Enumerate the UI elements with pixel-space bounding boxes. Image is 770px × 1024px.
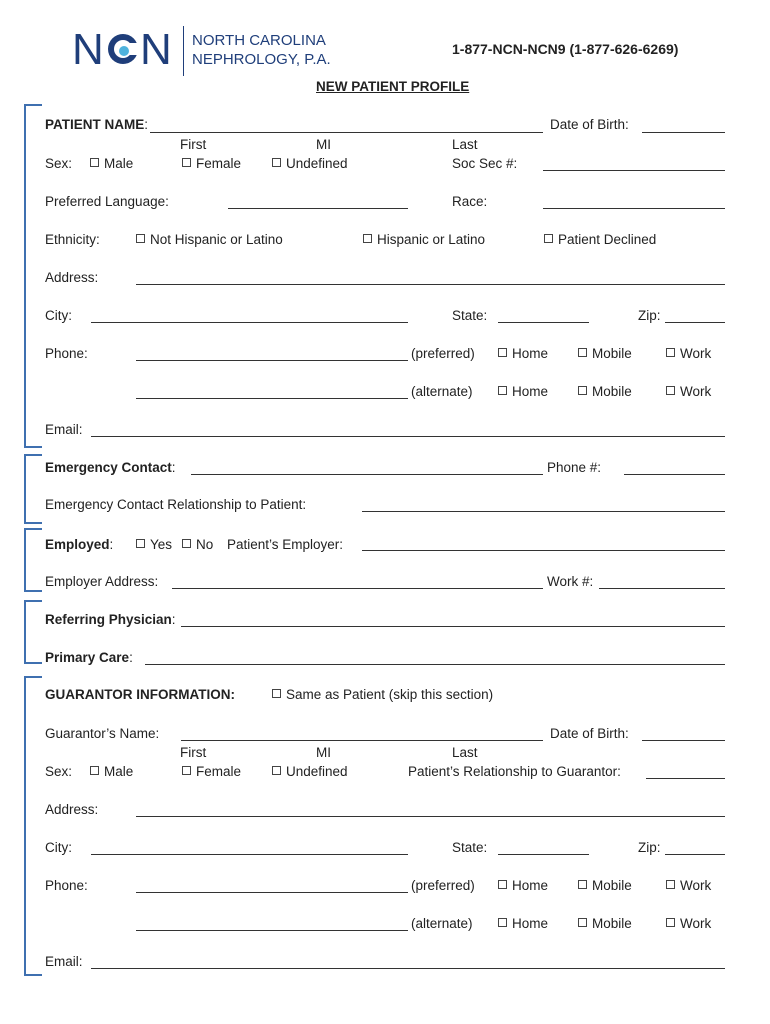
email-label: Email: bbox=[45, 422, 83, 437]
guarantor-preferred-work-checkbox[interactable]: Work bbox=[666, 878, 711, 893]
ethnicity-hispanic-checkbox[interactable]: Hispanic or Latino bbox=[363, 232, 485, 247]
phone-label: Phone: bbox=[45, 346, 88, 361]
guarantor-zip-label: Zip: bbox=[638, 840, 661, 855]
preferred-mobile-checkbox[interactable]: Mobile bbox=[578, 346, 632, 361]
sex-female-checkbox[interactable]: Female bbox=[182, 156, 241, 171]
primary-care-label: Primary Care: bbox=[45, 650, 133, 665]
employed-label: Employed: bbox=[45, 537, 114, 552]
guarantor-phone-label: Phone: bbox=[45, 878, 88, 893]
patient-name-field[interactable] bbox=[150, 132, 543, 133]
employed-no-checkbox[interactable]: No bbox=[182, 537, 213, 552]
logo-divider bbox=[183, 26, 184, 76]
guarantor-dob-field[interactable] bbox=[642, 740, 725, 741]
guarantor-preferred-mobile-checkbox[interactable]: Mobile bbox=[578, 878, 632, 893]
dob-field[interactable] bbox=[642, 132, 725, 133]
section-bracket-physicians bbox=[24, 600, 42, 664]
org-name-line2: NEPHROLOGY, P.A. bbox=[192, 51, 331, 68]
phone-alternate-field[interactable] bbox=[136, 398, 408, 399]
soc-sec-field[interactable] bbox=[543, 170, 725, 171]
phone-preferred-field[interactable] bbox=[136, 360, 408, 361]
referring-physician-label: Referring Physician: bbox=[45, 612, 176, 627]
preferred-work-checkbox[interactable]: Work bbox=[666, 346, 711, 361]
employed-yes-checkbox[interactable]: Yes bbox=[136, 537, 172, 552]
same-as-patient-checkbox[interactable]: Same as Patient (skip this section) bbox=[272, 687, 493, 702]
emergency-phone-label: Phone #: bbox=[547, 460, 602, 475]
alternate-work-checkbox[interactable]: Work bbox=[666, 384, 711, 399]
section-bracket-employment bbox=[24, 528, 42, 592]
svg-text:N: N bbox=[72, 28, 103, 70]
address-label: Address: bbox=[45, 270, 99, 285]
emergency-contact-label: Emergency Contact: bbox=[45, 460, 176, 475]
city-field[interactable] bbox=[91, 322, 408, 323]
guarantor-zip-field[interactable] bbox=[665, 854, 725, 855]
soc-sec-label: Soc Sec #: bbox=[452, 156, 518, 171]
alternate-home-checkbox[interactable]: Home bbox=[498, 384, 548, 399]
guarantor-alternate-work-checkbox[interactable]: Work bbox=[666, 916, 711, 931]
guarantor-address-field[interactable] bbox=[136, 816, 725, 817]
preferred-language-label: Preferred Language: bbox=[45, 194, 169, 209]
preferred-caption: (preferred) bbox=[411, 346, 475, 361]
section-bracket-emergency bbox=[24, 454, 42, 524]
org-name-line1: NORTH CAROLINA bbox=[192, 32, 326, 49]
work-number-field[interactable] bbox=[599, 588, 725, 589]
alternate-caption: (alternate) bbox=[411, 384, 473, 399]
ethnicity-not-hispanic-checkbox[interactable]: Not Hispanic or Latino bbox=[136, 232, 283, 247]
emergency-phone-field[interactable] bbox=[624, 474, 725, 475]
guarantor-email-label: Email: bbox=[45, 954, 83, 969]
form-title: NEW PATIENT PROFILE bbox=[316, 79, 470, 94]
guarantor-alternate-home-checkbox[interactable]: Home bbox=[498, 916, 548, 931]
header-phone: 1-877-NCN-NCN9 (1-877-626-6269) bbox=[452, 41, 679, 57]
svg-text:N: N bbox=[140, 28, 172, 70]
preferred-home-checkbox[interactable]: Home bbox=[498, 346, 548, 361]
dob-label: Date of Birth: bbox=[550, 117, 629, 132]
guarantor-preferred-caption: (preferred) bbox=[411, 878, 475, 893]
patients-employer-field[interactable] bbox=[362, 550, 725, 551]
relationship-guarantor-label: Patient’s Relationship to Guarantor: bbox=[408, 764, 621, 779]
guarantor-state-field[interactable] bbox=[498, 854, 589, 855]
alternate-mobile-checkbox[interactable]: Mobile bbox=[578, 384, 632, 399]
city-label: City: bbox=[45, 308, 72, 323]
referring-physician-field[interactable] bbox=[181, 626, 725, 627]
race-field[interactable] bbox=[543, 208, 725, 209]
guarantor-last-caption: Last bbox=[452, 745, 478, 760]
section-bracket-guarantor bbox=[24, 676, 42, 976]
guarantor-dob-label: Date of Birth: bbox=[550, 726, 629, 741]
guarantor-sex-female-checkbox[interactable]: Female bbox=[182, 764, 241, 779]
last-caption: Last bbox=[452, 137, 478, 152]
guarantor-preferred-home-checkbox[interactable]: Home bbox=[498, 878, 548, 893]
guarantor-name-label: Guarantor’s Name: bbox=[45, 726, 160, 741]
relationship-guarantor-field[interactable] bbox=[646, 778, 725, 779]
section-bracket-patient bbox=[24, 104, 42, 448]
guarantor-name-field[interactable] bbox=[181, 740, 543, 741]
email-field[interactable] bbox=[91, 436, 725, 437]
emergency-relationship-field[interactable] bbox=[362, 511, 725, 512]
emergency-relationship-label: Emergency Contact Relationship to Patient: bbox=[45, 497, 307, 512]
state-field[interactable] bbox=[498, 322, 589, 323]
guarantor-city-field[interactable] bbox=[91, 854, 408, 855]
primary-care-field[interactable] bbox=[145, 664, 725, 665]
zip-label: Zip: bbox=[638, 308, 661, 323]
emergency-contact-field[interactable] bbox=[191, 474, 543, 475]
sex-label: Sex: bbox=[45, 156, 73, 171]
mi-caption: MI bbox=[316, 137, 331, 152]
guarantor-info-heading: GUARANTOR INFORMATION: bbox=[45, 687, 235, 702]
state-label: State: bbox=[452, 308, 488, 323]
guarantor-phone-alternate-field[interactable] bbox=[136, 930, 408, 931]
sex-male-checkbox[interactable]: Male bbox=[90, 156, 133, 171]
guarantor-address-label: Address: bbox=[45, 802, 99, 817]
guarantor-city-label: City: bbox=[45, 840, 72, 855]
guarantor-sex-male-checkbox[interactable]: Male bbox=[90, 764, 133, 779]
preferred-language-field[interactable] bbox=[228, 208, 408, 209]
guarantor-alternate-caption: (alternate) bbox=[411, 916, 473, 931]
address-field[interactable] bbox=[136, 284, 725, 285]
patient-name-label: PATIENT NAME: bbox=[45, 117, 149, 132]
guarantor-sex-undefined-checkbox[interactable]: Undefined bbox=[272, 764, 348, 779]
patients-employer-label: Patient’s Employer: bbox=[227, 537, 344, 552]
guarantor-email-field[interactable] bbox=[91, 968, 725, 969]
guarantor-state-label: State: bbox=[452, 840, 488, 855]
guarantor-sex-label: Sex: bbox=[45, 764, 73, 779]
ethnicity-declined-checkbox[interactable]: Patient Declined bbox=[544, 232, 656, 247]
ethnicity-label: Ethnicity: bbox=[45, 232, 100, 247]
guarantor-alternate-mobile-checkbox[interactable]: Mobile bbox=[578, 916, 632, 931]
work-number-label: Work #: bbox=[547, 574, 594, 589]
zip-field[interactable] bbox=[665, 322, 725, 323]
employer-address-field[interactable] bbox=[172, 588, 543, 589]
guarantor-first-caption: First bbox=[180, 745, 207, 760]
race-label: Race: bbox=[452, 194, 488, 209]
sex-undefined-checkbox[interactable]: Undefined bbox=[272, 156, 348, 171]
employer-address-label: Employer Address: bbox=[45, 574, 159, 589]
ncn-logo bbox=[72, 28, 182, 70]
first-caption: First bbox=[180, 137, 207, 152]
guarantor-phone-preferred-field[interactable] bbox=[136, 892, 408, 893]
guarantor-mi-caption: MI bbox=[316, 745, 331, 760]
